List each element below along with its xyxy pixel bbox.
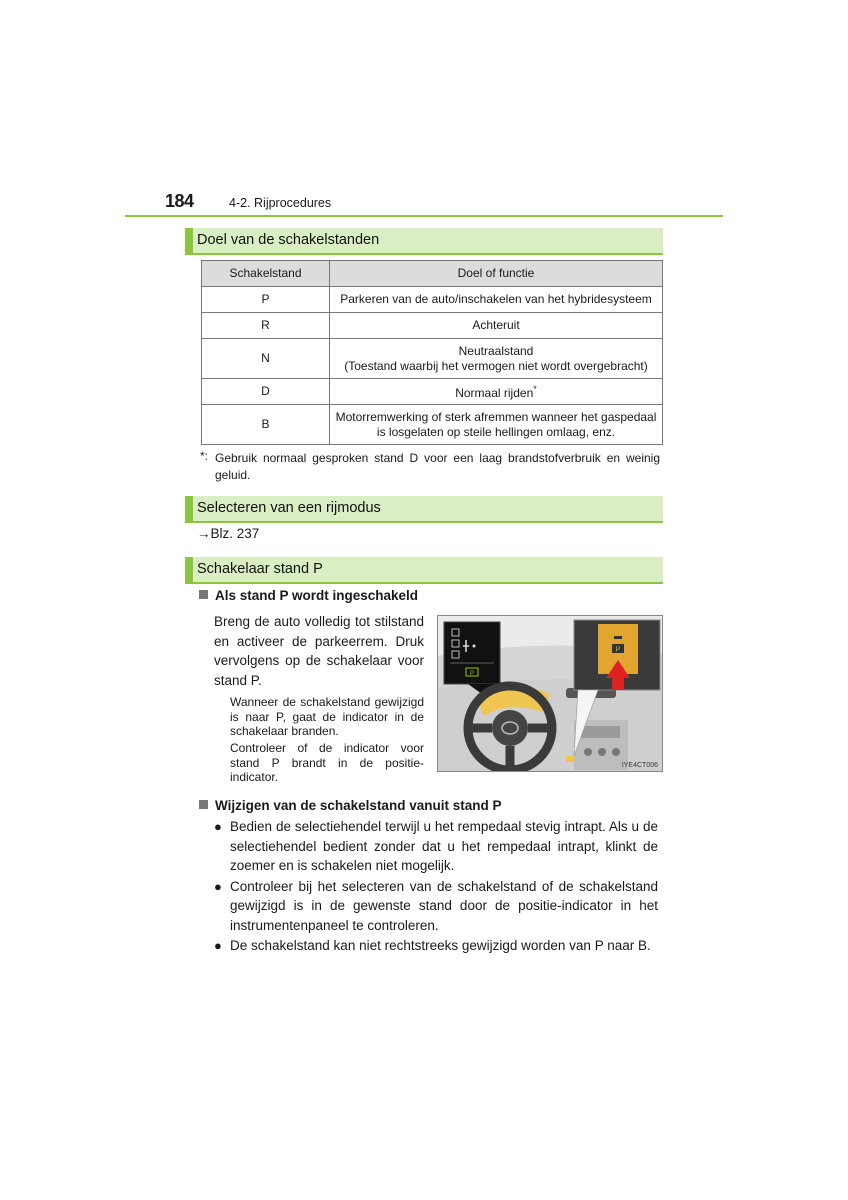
table-header-cell: Doel of functie bbox=[330, 261, 663, 287]
subheading-change-from-p bbox=[199, 798, 501, 813]
page-number: 184 bbox=[165, 191, 194, 211]
subheading-p-engage bbox=[199, 588, 418, 603]
shift-position-table bbox=[201, 260, 663, 445]
page-reference: →Blz. 237 bbox=[197, 526, 260, 541]
bullet-list bbox=[214, 817, 658, 957]
table-cell-position: R bbox=[202, 313, 330, 339]
bullet-dot-icon: ● bbox=[214, 819, 222, 834]
footnote bbox=[200, 450, 660, 484]
note-text: Controleer of de indicator voor stand P brandt in de positie-indicator. bbox=[230, 741, 424, 784]
list-item-text: Controleer bij het selecteren van de schakelstand of de schakelstand gewijzigd is in de gewenste stand door de positie-indicator in het instrumentenpaneel te controleren. bbox=[230, 878, 658, 933]
section-header-drive-mode: Selecteren van een rijmodus bbox=[185, 496, 663, 521]
table-header-cell: Schakelstand bbox=[202, 261, 330, 287]
section-header-p-switch: Schakelaar stand P bbox=[185, 557, 663, 582]
table-cell-function bbox=[330, 339, 663, 379]
footnote-mark: *: bbox=[200, 449, 209, 463]
dashboard-drawing bbox=[438, 616, 663, 772]
instruction-text: Breng de auto volledig tot stilstand en activeer de parkeerrem. Druk vervolgens op de schakelaar voor stand P. bbox=[214, 614, 424, 688]
table-cell-position: P bbox=[202, 287, 330, 313]
indicator-p-text: P bbox=[469, 671, 475, 677]
footnote-marker: * bbox=[533, 384, 537, 394]
chapter-title: 4-2. Rijprocedures bbox=[229, 196, 332, 210]
subheading-text: Wijzigen van de schakelstand vanuit stand P bbox=[215, 798, 502, 813]
square-bullet-icon bbox=[199, 590, 208, 599]
table-row bbox=[202, 287, 663, 313]
function-line: Motorremwerking of sterk afremmen wanneer het gaspedaal bbox=[335, 409, 657, 424]
table-row bbox=[202, 339, 663, 379]
square-bullet-icon bbox=[199, 800, 208, 809]
list-item bbox=[214, 936, 658, 956]
figure-label: IYE4CT006 bbox=[621, 762, 658, 769]
list-item-text: De schakelstand kan niet rechtstreeks gewijzigd worden van P naar B. bbox=[230, 938, 651, 953]
bullet-dot-icon: ● bbox=[214, 878, 222, 894]
switch-p-text: P bbox=[615, 646, 621, 654]
table-cell-function bbox=[330, 379, 663, 405]
table-header-row bbox=[202, 261, 663, 287]
table-row bbox=[202, 313, 663, 339]
note-text: Wanneer de schakelstand gewijzigd is naar P, gaat de indicator in de schakelaar branden. bbox=[230, 695, 424, 738]
table-cell-position: B bbox=[202, 405, 330, 445]
bullet-dot-icon: ● bbox=[214, 938, 222, 953]
list-item bbox=[214, 817, 658, 876]
list-item-text: Bedien de selectiehendel terwijl u het rempedaal stevig intrapt. Als u de selectiehendel bedient zonder dat u het rempedaal intrapt, klinkt de zoemer en is schakelen niet mogelijk. bbox=[230, 819, 658, 873]
table-cell-function: Achteruit bbox=[330, 313, 663, 339]
function-line: (Toestand waarbij het vermogen niet wordt overgebracht) bbox=[344, 358, 648, 373]
table-cell-function: Parkeren van de auto/inschakelen van het hybridesysteem bbox=[330, 287, 663, 313]
table-row bbox=[202, 379, 663, 405]
table-cell-position: N bbox=[202, 339, 330, 379]
function-text: Normaal rijden bbox=[455, 386, 534, 400]
list-item bbox=[214, 877, 658, 936]
subheading-text: Als stand P wordt ingeschakeld bbox=[215, 588, 419, 603]
table-cell-position: D bbox=[202, 379, 330, 405]
table-cell-function bbox=[330, 405, 663, 445]
function-line: Neutraalstand bbox=[458, 343, 534, 358]
function-line: is losgelaten op steile hellingen omlaag, enz. bbox=[376, 424, 616, 439]
footnote-text: Gebruik normaal gesproken stand D voor een laag brandstofverbruik en weinig geluid. bbox=[215, 451, 660, 482]
section-header-shift-positions: Doel van de schakelstanden bbox=[185, 228, 663, 253]
dashboard-illustration bbox=[437, 615, 663, 772]
header-divider bbox=[125, 215, 723, 217]
table-row bbox=[202, 405, 663, 445]
